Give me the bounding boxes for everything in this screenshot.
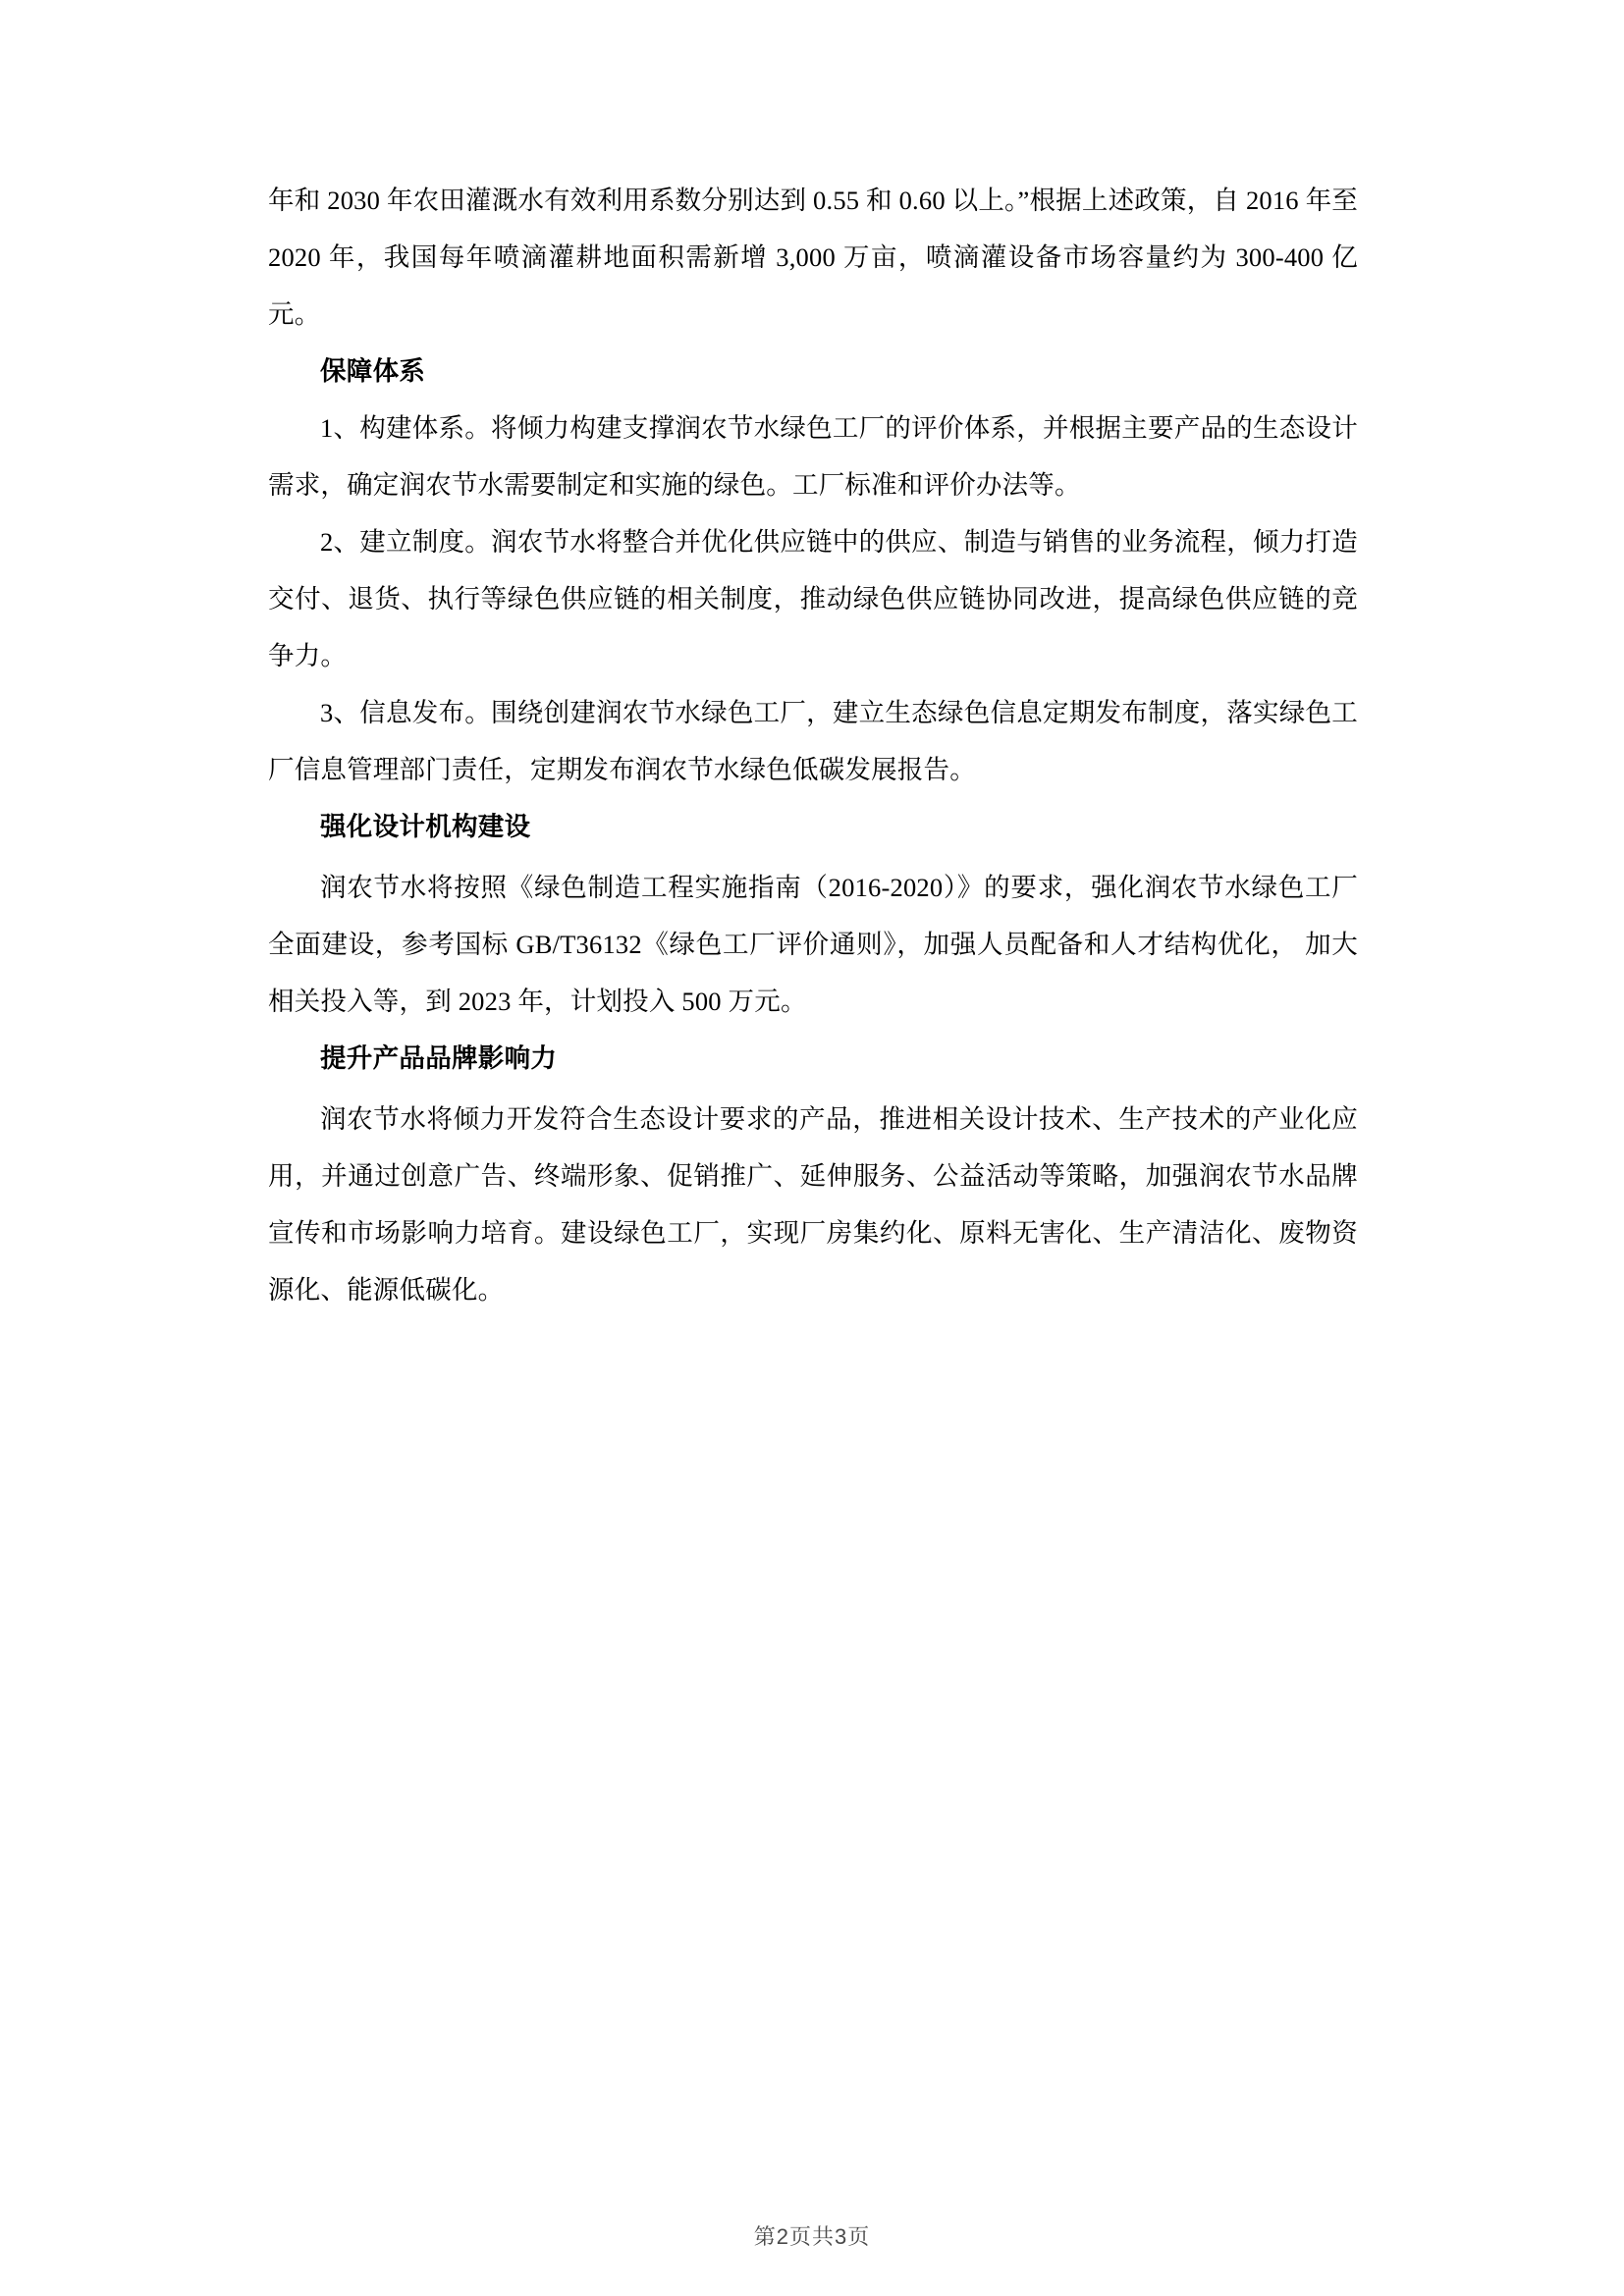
paragraph-brand-influence: 润农节水将倾力开发符合生态设计要求的产品，推进相关设计技术、生产技术的产业化应用，并通过创意广告、终端形象、促销推广、延伸服务、公益活动等策略，加强润农节水品牌宣传和市场影响力培育。建设绿色工厂，实现厂房集约化、原料无害化、生产清洁化、废物资源化、能源低碳化。 (268, 1104, 1358, 1305)
paragraph-information-release: 3、信息发布。围绕创建润农节水绿色工厂，建立生态绿色信息定期发布制度，落实绿色工厂信息管理部门责任，定期发布润农节水绿色低碳发展报告。 (268, 698, 1358, 784)
paragraph-design-organization: 润农节水将按照《绿色制造工程实施指南（2016-2020）》的要求，强化润农节水绿色工厂全面建设，参考国标 GB/T36132《绿色工厂评价通则》，加强人员配备和人才结构优化， 加大相关投入等，到 2023 年，计划投入 500 万元。 (268, 873, 1358, 1016)
section-heading-support-system: 保障体系 (320, 356, 426, 386)
page-footer: 第2页共3页 (753, 2224, 871, 2249)
paragraph-intro: 年和 2030 年农田灌溉水有效利用系数分别达到 0.55 和 0.60 以上。”根据上述政策，自 2016 年至 2020 年，我国每年喷滴灌耕地面积需新增 3,000 万亩，喷滴灌设备市场容量约为 300-400 亿元。 (268, 186, 1358, 329)
paragraph-establish-institution: 2、建立制度。润农节水将整合并优化供应链中的供应、制造与销售的业务流程，倾力打造交付、退货、执行等绿色供应链的相关制度，推动绿色供应链协同改进，提高绿色供应链的竞争力。 (268, 527, 1358, 670)
section-heading-brand-influence: 提升产品品牌影响力 (320, 1043, 558, 1073)
paragraph-build-system: 1、构建体系。将倾力构建支撑润农节水绿色工厂的评价体系，并根据主要产品的生态设计需求，确定润农节水需要制定和实施的绿色。工厂标准和评价办法等。 (268, 413, 1358, 500)
section-heading-design-organization: 强化设计机构建设 (320, 812, 531, 841)
document-body (268, 172, 1358, 1318)
